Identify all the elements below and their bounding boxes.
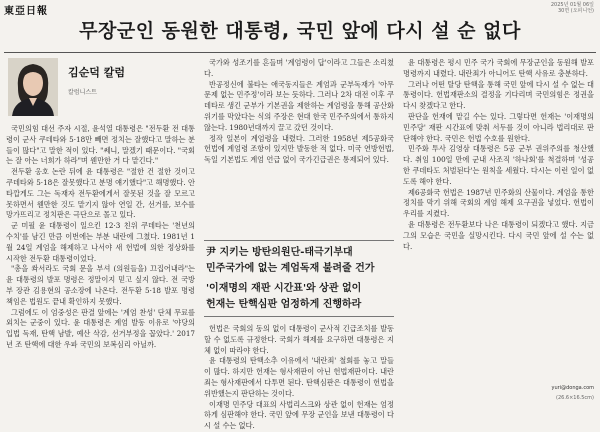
paragraph: 제6공화국 헌법은 1987년 민주화의 산물이다. 계엄을 통한 정치를 막기 위해 국회의 계엄 해제 요구권을 넣었다. 헌법이 우리를 지켰다. <box>403 187 594 219</box>
author-photo <box>8 58 58 116</box>
paragraph: 국민의힘 대선 주자 시절, 윤석열 대통령은 "전두환 전 대통령이 군사 쿠데타와 5·18만 빼면 정치는 잘했다고 말하는 분들이 많다"고 말한 적이 있다. "쎄니, 말겠기 때문이다. "국회는 잘 아는 너희가 하라"며 웬만한 거 다 맡긴다." <box>6 124 195 166</box>
dateline <box>551 2 594 14</box>
paragraph: 윤 대통령은 전두환보다 나은 대통령이 되겠다고 했다. 지금 그의 모습은 국민을 실망시킨다. 다시 국민 앞에 설 수는 없다. <box>403 219 594 251</box>
newspaper-masthead: 東亞日報 <box>4 6 48 17</box>
column-1-body <box>6 124 195 351</box>
paragraph: 정작 일본이 계엄령을 내렸다. 그러한 1958년 제5공화국 헌법에 계엄령 조항이 있지만 발동한 적 없다. 미국 연방헌법, 독일 기본법도 계엄 언급 없이 국가긴급권은 통제되어 있다. <box>204 133 394 165</box>
author-name: 김순덕 칼럼 <box>68 66 125 79</box>
paragraph: 윤 대통령은 평시 민주 국가 국회에 무장군인을 동원해 발포 명령까지 내렸다. 내란죄가 아니어도 탄핵 사유로 충분하다. <box>403 58 594 78</box>
paragraph: 군 미필 윤 대통령이 일으킨 12·3 친위 쿠데타는 '천년의 수치'를 남긴 만큼 이번에는 부분 내란에 그쳤다. 1981년 1월 24일 계엄을 해제하고 나서야 새 헌법에 의한 정상화를 시작한 전두환 대통령이었다. <box>6 221 195 263</box>
paragraph: 이재명 민주당 대표의 사법리스크와 상관 없이 헌재는 엄정하게 심판해야 한다. 국민 앞에 무장 군인을 보낸 대통령이 다시 설 수는 없다. <box>204 399 394 431</box>
headline-divider <box>4 52 596 53</box>
paragraph: 그럼에도 이 엄중성은 판결 앞에는 '계엄 찬성' 단체 무료를 외치는 군중이 있다. 윤 대통령은 계엄 발동 이유로 '야당의 입법 독재, 탄핵 남발, 예산 삭감, 선거부정을 꼽았다.' 2017년 조 탄핵에 대한 우파 국민의 보복심리 아닐까. <box>6 307 195 349</box>
pull-quote-line: 민주국가에 없는 계엄독재 불려줄 건가 <box>206 262 375 274</box>
paragraph: "총을 쏴서라도 국회 문을 부셔 (의원들을) 끄집어내라"는 윤 대통령의 발포 명령은 정말이지 믿고 싶지 않다. 전 국방부 장관 김용현의 공소장에 나온다. 전두환 5·18 발포 명령 책임은 법원도 끝내 확인하지 못했다. <box>6 264 195 306</box>
column-1 <box>6 58 195 403</box>
column-2-top-body <box>204 58 394 166</box>
paragraph: 그러나 어떤 탈당 탄핵을 통해 국민 앞에 다시 설 수 없는 대통령이다. 헌법재판소의 결정을 기다리며 국민의힘은 정권을 다시 찾겠다고 한다. <box>403 79 594 111</box>
article-headline: 무장군인 동원한 대통령, 국민 앞에 다시 설 순 없다 <box>79 20 521 42</box>
pull-quote-line: '이재명의 재판 시간표'와 상관 없이 <box>206 283 362 294</box>
author-role: 칼럼니스트 <box>68 89 97 96</box>
author-email: yuri@donga.com <box>551 385 594 391</box>
pull-quote-line: 尹 지키는 방탄의원단-태극기부대 <box>206 247 353 258</box>
publication-date: 2025년 01월 06일 <box>550 2 594 8</box>
column-2-bottom-body <box>204 324 394 432</box>
paragraph: 국가와 성조기를 흔들며 '계엄령이 답'이라고 그들은 소리쳤다. <box>204 58 394 78</box>
paragraph: 반공정신에 불타는 애국동지들은 계엄과 군부독재가 '아무 문제 없는 민주정'이라 보는 듯하다. 그러나 2차 대전 이후 쿠데타로 생긴 군부가 기본권을 제한하는 계엄령을 통해 공산화 위기를 막았다는 식의 주장은 현대 한국 민주주의에서 통하지 않는다. 1980년대까지 끌고 갔던 것이다. <box>204 79 394 132</box>
pull-quote <box>204 240 394 317</box>
column-2 <box>204 58 394 431</box>
paragraph: 윤 대통령의 탄핵소추 이유에서 '내란죄' 철회를 놓고 말들이 많다. 하지만 헌재는 형사재판이 아닌 헌법재판이다. 내란죄는 형사재판에서 다투면 된다. 탄핵심판은 대통령이 헌법을 위반했는지 판단하는 것이다. <box>204 356 394 398</box>
paragraph: 헌법은 국회의 동의 없이 대통령이 군사적 긴급조치를 발동할 수 없도록 규정한다. 국회가 해제를 요구하면 대통령은 지체 없이 따라야 한다. <box>204 324 394 355</box>
pull-quote-line: 헌재는 탄핵심판 엄정하게 진행하라 <box>206 298 362 310</box>
paragraph: 판단을 헌재에 맡길 수는 있다. 그렇다면 헌재는 '이재명의 민주당' 재판 시간표에 맞춰 서두를 것이 아니라 법리대로 판단해야 한다. 국민은 헌법 수호를 원한다. <box>403 111 594 143</box>
paragraph: 민주화 투사 김영삼 대통령은 5공 군부 권위주의를 청산했다. 취임 100일 만에 군내 사조직 '하나회'를 척결하며 '성공한 쿠데타도 처벌된다'는 원칙을 세웠다. 다시는 이런 일이 없도록 해야 한다. <box>403 144 594 186</box>
article-size-code: (26.6×16.5cm) <box>556 395 594 401</box>
author-profile <box>6 58 195 118</box>
column-3 <box>403 58 594 378</box>
paragraph: 전두환 옹호 논란 뒤에 윤 대통령은 "절한 건 절한 것이고 쿠데타와 5·18은 잘못했다고 분명 얘기했다"고 해명했다. 안타깝게도 그는 독재자 전두환에게서 잘못된 것을 잘 모르고 못하면서 웬만한 것도 맡기지 않아 연일 간, 선거를, 보수를 망가뜨리고 정치판은 극단으로 몰고 있다. <box>6 167 195 220</box>
page-section: 30면 (오피니언) <box>557 8 594 14</box>
